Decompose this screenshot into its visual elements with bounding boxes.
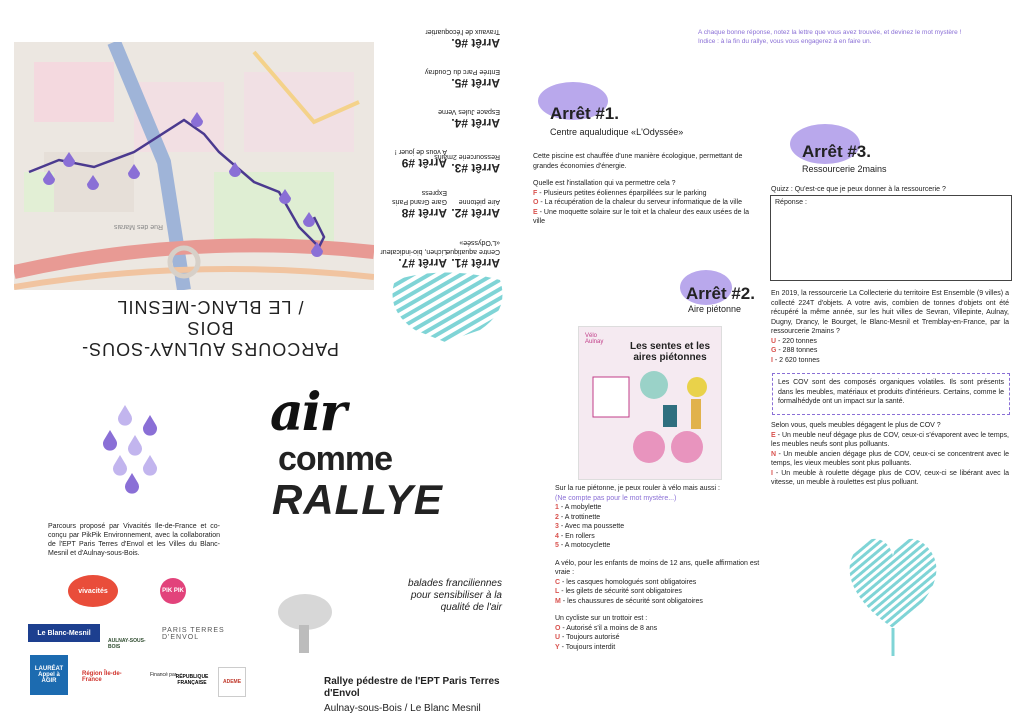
stop-item-title: Arrêt #4.: [451, 116, 500, 130]
map-marker[interactable]: [86, 175, 100, 196]
poster-illustration: [579, 327, 721, 479]
option-letter: L: [555, 588, 560, 595]
stop-item-desc: Gare Grand Paris Express: [392, 189, 447, 205]
stop1-intro: Cette piscine est chauffée d'une manière écologique, permettant de grandes économies d'énergie.: [533, 153, 743, 170]
option-text: - les chaussures de sécurité sont obligatoires: [560, 597, 703, 605]
option-letter: U: [771, 337, 777, 345]
stop-item-title: Arrêt #2.: [451, 206, 500, 220]
option-text: - Un meuble à roulette dégage plus de COV, ceux-ci se libérant avec la vitesse, un meuble à roulettes est plus polluant.: [771, 469, 1009, 486]
option-letter: 3: [555, 523, 559, 530]
option-letter: Y: [555, 643, 560, 651]
stop2-q1-option: [555, 541, 765, 551]
option-letter: I: [771, 469, 773, 477]
credits-text: Parcours proposé par Vivacités Ile-de-France et co-conçu par PikPik Environnement, avec la collaboration de l'EPT Paris Terres d'Envol et les Villes du Blanc-Mesnil et d'Aulnay-sous-Bois.: [48, 523, 220, 557]
stop-item-desc: Lichen, bio-indicateur: [380, 248, 447, 255]
option-letter: E: [771, 431, 776, 439]
stop-item-desc: Aire piétonne: [458, 198, 500, 205]
option-text: - La récupération de la chaleur du serveur informatique de la ville: [538, 199, 742, 206]
stop-item-desc: Ressourcerie 2mains: [434, 153, 500, 160]
cov-question: Selon vous, quels meubles dégagent le plus de COV ?: [771, 422, 941, 429]
stop1-option: [533, 198, 755, 208]
parcours-title: [60, 296, 360, 359]
stop1-subtitle: Centre aqualudique «L'Odyssée»: [550, 127, 684, 137]
logo-word-rallye: RALLYE: [272, 476, 443, 523]
map-marker[interactable]: [127, 164, 141, 185]
option-letter: 1: [555, 504, 559, 511]
option-text: - les gilets de sécurité sont obligatoires: [559, 588, 682, 595]
option-letter: C: [555, 578, 561, 586]
raindrops-graphic: [100, 405, 170, 500]
stop-item-desc: Entrée Parc du Coudray: [424, 68, 500, 75]
stop-item-desc: Travaux de l'écoquartier: [425, 28, 500, 35]
stop2-q1-option: [555, 532, 765, 542]
stop-item-title: Arrêt #7.: [398, 256, 447, 270]
stop1-question: Quelle est l'installation qui va permettre cela ?: [533, 180, 676, 187]
stop3-quiz: Quizz : Qu'est-ce que je peux donner à la ressourcerie ?: [771, 186, 946, 193]
option-letter: U: [555, 634, 561, 641]
logo-word-comme: comme: [278, 440, 393, 478]
option-text: - les casques homologués sont obligatoires: [560, 578, 697, 586]
stop-item-title: Arrêt #3.: [451, 161, 500, 175]
logo-region: Région Île-de-France: [82, 671, 122, 683]
logo-blanc-mesnil: Le Blanc-Mesnil: [28, 624, 100, 642]
poster-title: Les sentes et les aires piétonnes: [629, 341, 711, 363]
stop2-q3-option: [555, 633, 765, 643]
stop-item-desc: A vous de jouer !: [394, 148, 447, 155]
intro-line2: Indice : à la fin du rallye, vous vous engagerez à en faire un.: [698, 38, 872, 45]
cov-option: [771, 431, 1009, 450]
stop3-tonnes-option: [771, 356, 1009, 366]
stop2-q1-option: [555, 513, 765, 523]
stop2-q2-option: [555, 597, 765, 607]
logo-paris-terres-envol: PARIS TERRES D'ENVOL: [162, 627, 225, 641]
option-text: - Toujours interdit: [559, 643, 616, 651]
footer-place: Aulnay-sous-Bois / Le Blanc Mesnil: [324, 703, 481, 714]
option-letter: O: [533, 199, 539, 206]
logo-vivacites: vivacités: [68, 575, 118, 607]
logo-ademe: ADEME: [218, 667, 246, 697]
option-text: - Toujours autorisé: [560, 634, 620, 641]
stop2-q1: Sur la rue piétonne, je peux rouler à vélo mais aussi :: [555, 485, 720, 492]
cov-question-block: [771, 421, 1009, 488]
air-comme-rallye-logo: [270, 382, 443, 585]
stops-column-left: [372, 140, 447, 270]
option-text: - Un meuble ancien dégage plus de COV, ceux-ci se concentrent avec le temps, les vieux meubles sont plus polluants.: [771, 450, 1009, 467]
cov-info-box: [772, 373, 1010, 415]
intro-text: [698, 28, 998, 46]
option-letter: 4: [555, 532, 559, 540]
stop1-option: [533, 208, 755, 227]
option-text: - Un meuble neuf dégage plus de COV, ceux-ci s'évaporent avec le temps, les meubles neufs sont plus polluants.: [771, 431, 1009, 448]
stop1-title: Arrêt #1.: [550, 104, 619, 123]
stop1-content: [533, 152, 755, 227]
parcours-title-line1: PARCOURS AULNAY-SOUS-BOIS: [81, 318, 339, 359]
stop3-content: [771, 289, 1009, 365]
option-text: - 2 620 tonnes: [772, 356, 820, 364]
logo-word-air: air: [270, 382, 345, 443]
stop2-q1-option: [555, 522, 765, 532]
option-text: - 288 tonnes: [776, 347, 818, 354]
option-text: - Une moquette solaire sur le toit et la chaleur des eaux usées de la ville: [533, 208, 749, 225]
answer-label: Réponse :: [775, 199, 807, 206]
stop-item-title: Arrêt #1.: [451, 256, 500, 270]
route-map: [14, 42, 374, 290]
logo-republique: RÉPUBLIQUE FRANÇAISE: [175, 674, 209, 686]
stop2-q1-note: (Ne compte pas pour le mot mystère...): [555, 494, 677, 502]
stop-item-title: Arrêt #6.: [451, 36, 500, 50]
stop-item-title: Arrêt #5.: [451, 76, 500, 90]
map-marker[interactable]: [228, 162, 242, 183]
stop-item-desc: Centre aquatique «L'Odyssée»: [446, 239, 500, 255]
stop3-subtitle: Ressourcerie 2mains: [802, 164, 887, 174]
stop2-title: Arrêt #2.: [686, 284, 755, 303]
stop2-q3-option: [555, 624, 765, 634]
intro-line1: A chaque bonne réponse, notez la lettre que vous avez trouvée, et devinez le mot mystère !: [698, 29, 962, 36]
option-letter: N: [771, 450, 777, 458]
map-marker[interactable]: [62, 152, 76, 173]
option-text: - Avec ma poussette: [558, 523, 625, 530]
teal-stripe-shape: [385, 270, 510, 350]
tagline: balades franciliennes pour sensibiliser à la qualité de l'air: [408, 578, 502, 613]
map-marker[interactable]: [310, 242, 324, 263]
stop2-q3: Un cycliste sur un trottoir est :: [555, 615, 648, 622]
stop3-answer-box[interactable]: [770, 195, 1012, 281]
cov-info-text: Les COV sont des composés organiques volatiles. Ils sont présents dans les meubles, matériaux et produits d'intérieurs. Certains, comme le formalhédyde ont un impact sur la santé.: [778, 379, 1004, 405]
logo-laureat: LAURÉAT Appel à AGIR: [30, 655, 68, 695]
option-text: - En rollers: [558, 532, 595, 540]
option-letter: F: [533, 189, 538, 197]
option-text: - A motocyclette: [558, 542, 611, 549]
parcours-title-line2: / LE BLANC-MESNIL: [116, 297, 304, 317]
option-letter: G: [771, 347, 777, 354]
option-text: - A trottinette: [558, 513, 601, 521]
stop-item-title: Arrêt #8: [401, 206, 447, 220]
stop2-q3-option: [555, 643, 765, 653]
finance-label: Financé par: [150, 672, 177, 678]
option-letter: M: [555, 597, 561, 605]
cov-option: [771, 450, 1009, 469]
stop3-tonnes-option: [771, 346, 1009, 356]
option-letter: I: [771, 356, 773, 364]
option-letter: 2: [555, 513, 559, 521]
teal-heart-tree: [838, 528, 948, 663]
option-letter: 5: [555, 542, 559, 549]
cov-option: [771, 469, 1009, 488]
stop2-q2: A vélo, pour les enfants de moins de 12 ans, quelle affirmation est vraie :: [555, 559, 760, 576]
map-marker[interactable]: [302, 212, 316, 233]
logo-aulnay: AULNAY-SOUS-BOIS: [108, 638, 146, 650]
option-text: - A mobylette: [558, 504, 602, 511]
footer-title: Rallye pédestre de l'EPT Paris Terres d'Envol: [324, 676, 500, 699]
stop2-content: [555, 484, 765, 652]
option-letter: E: [533, 208, 538, 216]
stop2-q2-option: [555, 578, 765, 588]
stop2-subtitle: Aire piétonne: [688, 304, 742, 314]
poster-brand: Vélo Aulnay: [585, 333, 604, 345]
stop3-tonnes-option: [771, 337, 1009, 347]
logo-pikpik: PIK PIK: [160, 578, 186, 604]
stop-item-title: Arrêt #9: [401, 156, 447, 170]
stop3-title: Arrêt #3.: [802, 142, 871, 161]
map-marker[interactable]: [190, 112, 204, 133]
option-letter: O: [555, 624, 561, 632]
tree-sketch: [275, 590, 335, 660]
map-marker[interactable]: [278, 189, 292, 210]
stop-item-desc: Espace Jules Verne: [438, 108, 500, 115]
option-text: - Plusieurs petites éoliennes éparpillées sur le parking: [537, 189, 707, 197]
option-text: - 220 tonnes: [776, 337, 817, 345]
stop1-option: [533, 189, 755, 199]
map-street-label: Rue des Marais: [114, 223, 164, 230]
option-text: - Autorisé s'il a moins de 8 ans: [560, 624, 658, 632]
stop2-q2-option: [555, 587, 765, 597]
stop2-q1-option: [555, 503, 765, 513]
aire-pietonne-poster: [578, 326, 722, 480]
map-marker[interactable]: [42, 170, 56, 191]
stop3-para: En 2019, la ressourcerie La Collecterie du territoire Est Ensemble (9 villes) a collecté 224T d'objets. A votre avis, combien de tonnes d'objets ont été récupéré la même année, sur les huit villes de Sevran, Villepinte, Aulnay, Dugny, Drancy, le Bourget, le Blanc-Mesnil et Tremblay-en-France, par la ressourcerie 2mains ?: [771, 290, 1009, 335]
